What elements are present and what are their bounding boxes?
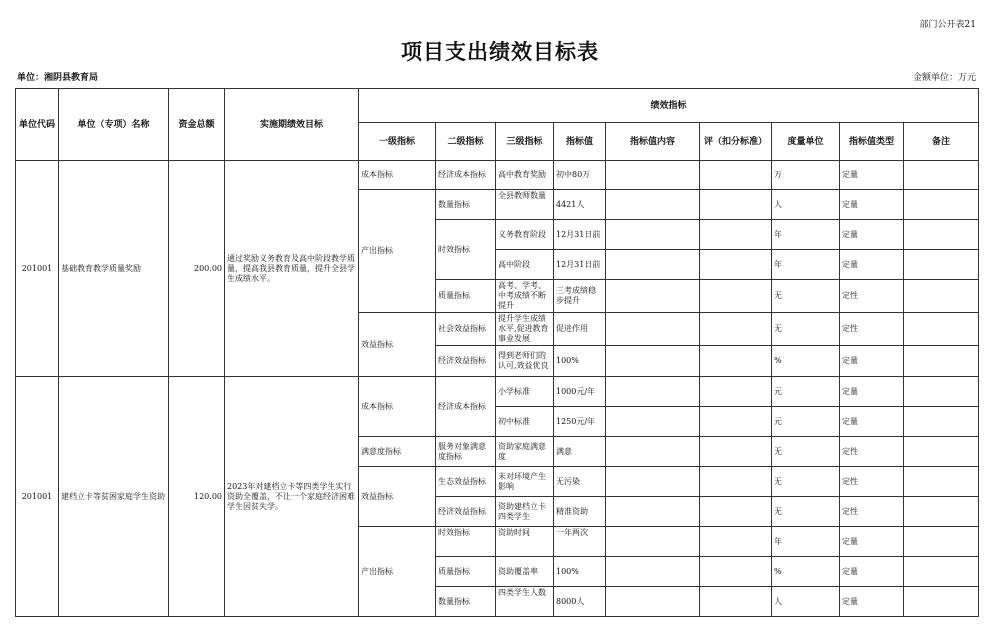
level3-cell: 资助建档立卡四类学生 [496, 497, 554, 527]
score-cell [700, 250, 772, 280]
score-cell [700, 346, 772, 377]
note-cell [904, 437, 979, 467]
measure-cell: 元 [772, 407, 840, 437]
value-type-cell: 定性 [840, 280, 904, 313]
value-type-cell: 定性 [840, 497, 904, 527]
level1-cell: 效益指标 [359, 467, 436, 527]
level2-cell: 服务对象满意度指标 [436, 437, 496, 467]
table-row [16, 377, 979, 407]
value-type-cell: 定量 [840, 407, 904, 437]
content-cell [606, 497, 700, 527]
header-target: 实施期绩效目标 [225, 89, 359, 161]
content-cell [606, 190, 700, 220]
value-cell: 1250元/年 [554, 407, 606, 437]
content-cell [606, 161, 700, 190]
score-cell [700, 190, 772, 220]
value-type-cell: 定量 [840, 346, 904, 377]
header-value-type: 指标值类型 [840, 123, 904, 161]
content-cell [606, 467, 700, 497]
content-cell [606, 557, 700, 587]
table-number-label: 部门公开表21 [919, 20, 976, 30]
level3-cell: 资助覆盖率 [496, 557, 554, 587]
level3-cell: 未对环境产生影响 [496, 467, 554, 497]
note-cell [904, 250, 979, 280]
score-cell [700, 587, 772, 617]
level1-cell: 满意度指标 [359, 437, 436, 467]
level2-cell: 社会效益指标 [436, 313, 496, 346]
score-cell [700, 407, 772, 437]
level2-cell: 经济效益指标 [436, 497, 496, 527]
project-name: 基础教育教学质量奖励 [59, 161, 169, 377]
project-code: 201001 [16, 377, 59, 617]
content-cell [606, 437, 700, 467]
value-cell: 初中80万 [554, 161, 606, 190]
level3-cell: 高考、学考、中考成绩不断提升 [496, 280, 554, 313]
project-amount: 120.00 [169, 377, 225, 617]
content-cell [606, 527, 700, 557]
project-code: 201001 [16, 161, 59, 377]
header-measure: 度量单位 [772, 123, 840, 161]
content-cell [606, 250, 700, 280]
level1-cell: 产出指标 [359, 190, 436, 313]
content-cell [606, 587, 700, 617]
level2-cell: 时效指标 [436, 527, 496, 557]
value-type-cell: 定量 [840, 587, 904, 617]
value-cell: 12月31日前 [554, 220, 606, 250]
project-amount: 200.00 [169, 161, 225, 377]
note-cell [904, 220, 979, 250]
level2-cell: 经济成本指标 [436, 377, 496, 437]
header-unit-name: 单位（专项）名称 [59, 89, 169, 161]
score-cell [700, 161, 772, 190]
note-cell [904, 407, 979, 437]
level3-cell: 资助家庭满意度 [496, 437, 554, 467]
value-type-cell: 定量 [840, 250, 904, 280]
table-row [16, 161, 979, 190]
score-cell [700, 527, 772, 557]
note-cell [904, 527, 979, 557]
note-cell [904, 190, 979, 220]
score-cell [700, 220, 772, 250]
project-target: 2023年对建档立卡等四类学生实行资助全覆盖，不让一个家庭经济困难学生因贫失学。 [225, 377, 359, 617]
value-cell: 8000人 [554, 587, 606, 617]
value-cell: 无污染 [554, 467, 606, 497]
measure-cell: 人 [772, 190, 840, 220]
score-cell [700, 437, 772, 467]
value-cell: 满意 [554, 437, 606, 467]
amount-unit-label: 金额单位：万元 [912, 73, 976, 83]
score-cell [700, 557, 772, 587]
value-type-cell: 定量 [840, 557, 904, 587]
level2-cell: 质量指标 [436, 557, 496, 587]
level3-cell: 高中阶段 [496, 250, 554, 280]
header-fund-total: 资金总额 [169, 89, 225, 161]
note-cell [904, 313, 979, 346]
level2-cell: 数量指标 [436, 190, 496, 220]
value-type-cell: 定量 [840, 527, 904, 557]
measure-cell: 万 [772, 161, 840, 190]
content-cell [606, 407, 700, 437]
value-type-cell: 定量 [840, 220, 904, 250]
unit-label: 单位：湘阴县教育局 [17, 73, 99, 83]
level2-cell: 数量指标 [436, 587, 496, 617]
measure-cell: % [772, 346, 840, 377]
score-cell [700, 467, 772, 497]
note-cell [904, 377, 979, 407]
performance-target-table [15, 88, 979, 617]
value-cell: 精准资助 [554, 497, 606, 527]
value-type-cell: 定性 [840, 313, 904, 346]
level3-cell: 提升学生成绩水平,促进教育事业发展 [496, 313, 554, 346]
note-cell [904, 280, 979, 313]
measure-cell: 无 [772, 313, 840, 346]
level2-cell: 经济成本指标 [436, 161, 496, 190]
content-cell [606, 280, 700, 313]
value-cell: 4421人 [554, 190, 606, 220]
measure-cell: 人 [772, 587, 840, 617]
note-cell [904, 161, 979, 190]
measure-cell: 元 [772, 377, 840, 407]
level1-cell: 成本指标 [359, 161, 436, 190]
level3-cell: 四类学生人数 [496, 587, 554, 617]
value-cell: 促进作用 [554, 313, 606, 346]
level2-cell: 经济效益指标 [436, 346, 496, 377]
value-type-cell: 定量 [840, 161, 904, 190]
level2-cell: 质量指标 [436, 280, 496, 313]
note-cell [904, 587, 979, 617]
measure-cell: % [772, 557, 840, 587]
level1-cell: 成本指标 [359, 377, 436, 437]
page-title: 项目支出绩效目标表 [401, 39, 599, 64]
level3-cell: 义务教育阶段 [496, 220, 554, 250]
level3-cell: 资助时间 [496, 527, 554, 557]
value-cell: 一年两次 [554, 527, 606, 557]
measure-cell: 无 [772, 497, 840, 527]
measure-cell: 无 [772, 467, 840, 497]
value-type-cell: 定性 [840, 467, 904, 497]
note-cell [904, 557, 979, 587]
value-type-cell: 定量 [840, 190, 904, 220]
content-cell [606, 346, 700, 377]
note-cell [904, 497, 979, 527]
value-cell: 1000元/年 [554, 377, 606, 407]
level3-cell: 小学标准 [496, 377, 554, 407]
header-content: 指标值内容 [606, 123, 700, 161]
level2-cell: 时效指标 [436, 220, 496, 280]
value-cell: 100% [554, 346, 606, 377]
header-unit-code: 单位代码 [16, 89, 59, 161]
score-cell [700, 280, 772, 313]
project-target: 通过奖励义务教育及高中阶段教学质量，提高我县教育质量，提升全县学生成绩水平。 [225, 161, 359, 377]
level3-cell: 初中标准 [496, 407, 554, 437]
score-cell [700, 497, 772, 527]
header-level1: 一级指标 [359, 123, 436, 161]
value-cell: 三考成绩稳步提升 [554, 280, 606, 313]
measure-cell: 年 [772, 250, 840, 280]
header-note: 备注 [904, 123, 979, 161]
header-value: 指标值 [554, 123, 606, 161]
value-type-cell: 定量 [840, 377, 904, 407]
measure-cell: 无 [772, 437, 840, 467]
project-name: 建档立卡等贫困家庭学生资助 [59, 377, 169, 617]
score-cell [700, 313, 772, 346]
measure-cell: 无 [772, 280, 840, 313]
content-cell [606, 377, 700, 407]
content-cell [606, 313, 700, 346]
level1-cell: 效益指标 [359, 313, 436, 377]
level2-cell: 生态效益指标 [436, 467, 496, 497]
measure-cell: 年 [772, 220, 840, 250]
value-cell: 100% [554, 557, 606, 587]
value-cell: 12月31日前 [554, 250, 606, 280]
level3-cell: 得到老师们的认可,效益优良 [496, 346, 554, 377]
header-score: 评（扣分标准） [700, 123, 772, 161]
note-cell [904, 346, 979, 377]
header-perf-group: 绩效指标 [359, 89, 979, 123]
value-type-cell: 定性 [840, 437, 904, 467]
note-cell [904, 467, 979, 497]
level1-cell: 产出指标 [359, 527, 436, 617]
score-cell [700, 377, 772, 407]
measure-cell: 年 [772, 527, 840, 557]
content-cell [606, 220, 700, 250]
level3-cell: 全县教师数量 [496, 190, 554, 220]
level3-cell: 高中教育奖励 [496, 161, 554, 190]
header-level3: 三级指标 [496, 123, 554, 161]
header-level2: 二级指标 [436, 123, 496, 161]
